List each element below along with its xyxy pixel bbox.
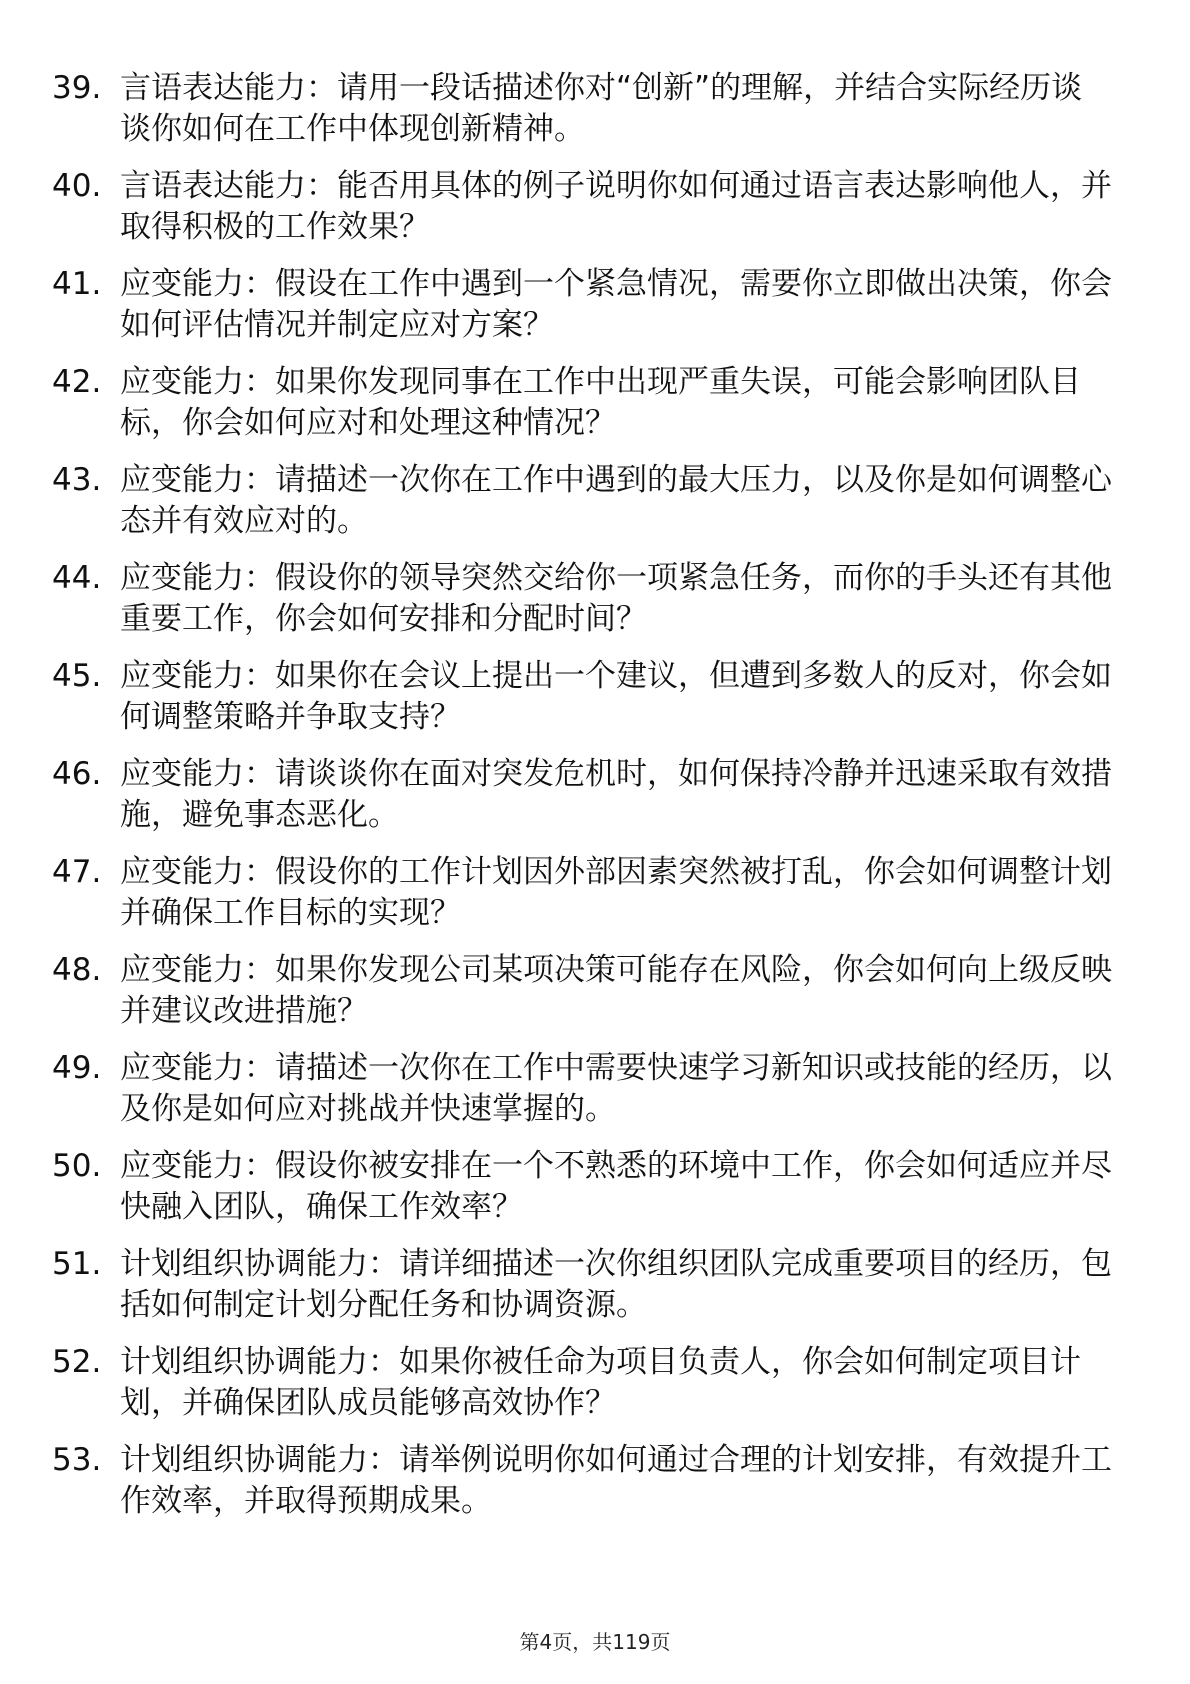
question-text: 应变能力：如果你发现同事在工作中出现严重失误，可能会影响团队目标，你会如何应对和处理这种情况？ xyxy=(120,364,1081,441)
question-text: 应变能力：如果你发现公司某项决策可能存在风险，你会如何向上级反映并建议改进措施？ xyxy=(120,952,1112,1029)
question-number: 43. xyxy=(52,462,102,498)
question-text: 计划组织协调能力：请举例说明你如何通过合理的计划安排，有效提升工作效率，并取得预期成果。 xyxy=(120,1442,1112,1519)
question-number: 42. xyxy=(52,364,102,400)
list-item xyxy=(52,852,1112,934)
question-text: 应变能力：请描述一次你在工作中需要快速学习新知识或技能的经历，以及你是如何应对挑战并快速掌握的。 xyxy=(120,1050,1112,1127)
question-text: 言语表达能力：请用一段话描述你对“创新”的理解，并结合实际经历谈谈你如何在工作中体现创新精神。 xyxy=(120,70,1083,147)
question-list xyxy=(52,68,1112,1538)
question-number: 44. xyxy=(52,560,102,596)
list-item xyxy=(52,656,1112,738)
list-item xyxy=(52,754,1112,836)
list-item xyxy=(52,950,1112,1032)
list-item xyxy=(52,1244,1112,1326)
list-item xyxy=(52,1146,1112,1228)
question-number: 39. xyxy=(52,70,102,106)
question-text: 应变能力：请描述一次你在工作中遇到的最大压力，以及你是如何调整心态并有效应对的。 xyxy=(120,462,1112,539)
question-number: 47. xyxy=(52,854,102,890)
question-text: 言语表达能力：能否用具体的例子说明你如何通过语言表达影响他人，并取得积极的工作效果？ xyxy=(120,168,1112,245)
question-number: 48. xyxy=(52,952,102,988)
list-item xyxy=(52,460,1112,542)
list-item xyxy=(52,264,1112,346)
question-text: 应变能力：假设你被安排在一个不熟悉的环境中工作，你会如何适应并尽快融入团队，确保工作效率？ xyxy=(120,1148,1112,1225)
list-item xyxy=(52,1048,1112,1130)
question-number: 41. xyxy=(52,266,102,302)
question-number: 49. xyxy=(52,1050,102,1086)
list-item xyxy=(52,558,1112,640)
question-number: 53. xyxy=(52,1442,102,1478)
question-text: 应变能力：请谈谈你在面对突发危机时，如何保持冷静并迅速采取有效措施，避免事态恶化。 xyxy=(120,756,1112,833)
page-number-footer: 第4页，共119页 xyxy=(519,1630,671,1654)
question-number: 46. xyxy=(52,756,102,792)
question-text: 应变能力：假设你的工作计划因外部因素突然被打乱，你会如何调整计划并确保工作目标的实现？ xyxy=(120,854,1112,931)
list-item xyxy=(52,1342,1112,1424)
list-item xyxy=(52,68,1112,150)
question-number: 52. xyxy=(52,1344,102,1380)
question-number: 51. xyxy=(52,1246,102,1282)
question-text: 应变能力：假设在工作中遇到一个紧急情况，需要你立即做出决策，你会如何评估情况并制定应对方案？ xyxy=(120,266,1112,343)
question-text: 计划组织协调能力：请详细描述一次你组织团队完成重要项目的经历，包括如何制定计划分配任务和协调资源。 xyxy=(120,1246,1112,1323)
list-item xyxy=(52,362,1112,444)
question-text: 计划组织协调能力：如果你被任命为项目负责人，你会如何制定项目计划，并确保团队成员能够高效协作？ xyxy=(120,1344,1081,1421)
list-item xyxy=(52,166,1112,248)
question-text: 应变能力：如果你在会议上提出一个建议，但遭到多数人的反对，你会如何调整策略并争取支持？ xyxy=(120,658,1112,735)
question-text: 应变能力：假设你的领导突然交给你一项紧急任务，而你的手头还有其他重要工作，你会如何安排和分配时间？ xyxy=(120,560,1112,637)
question-number: 45. xyxy=(52,658,102,694)
question-number: 50. xyxy=(52,1148,102,1184)
question-number: 40. xyxy=(52,168,102,204)
list-item xyxy=(52,1440,1112,1522)
